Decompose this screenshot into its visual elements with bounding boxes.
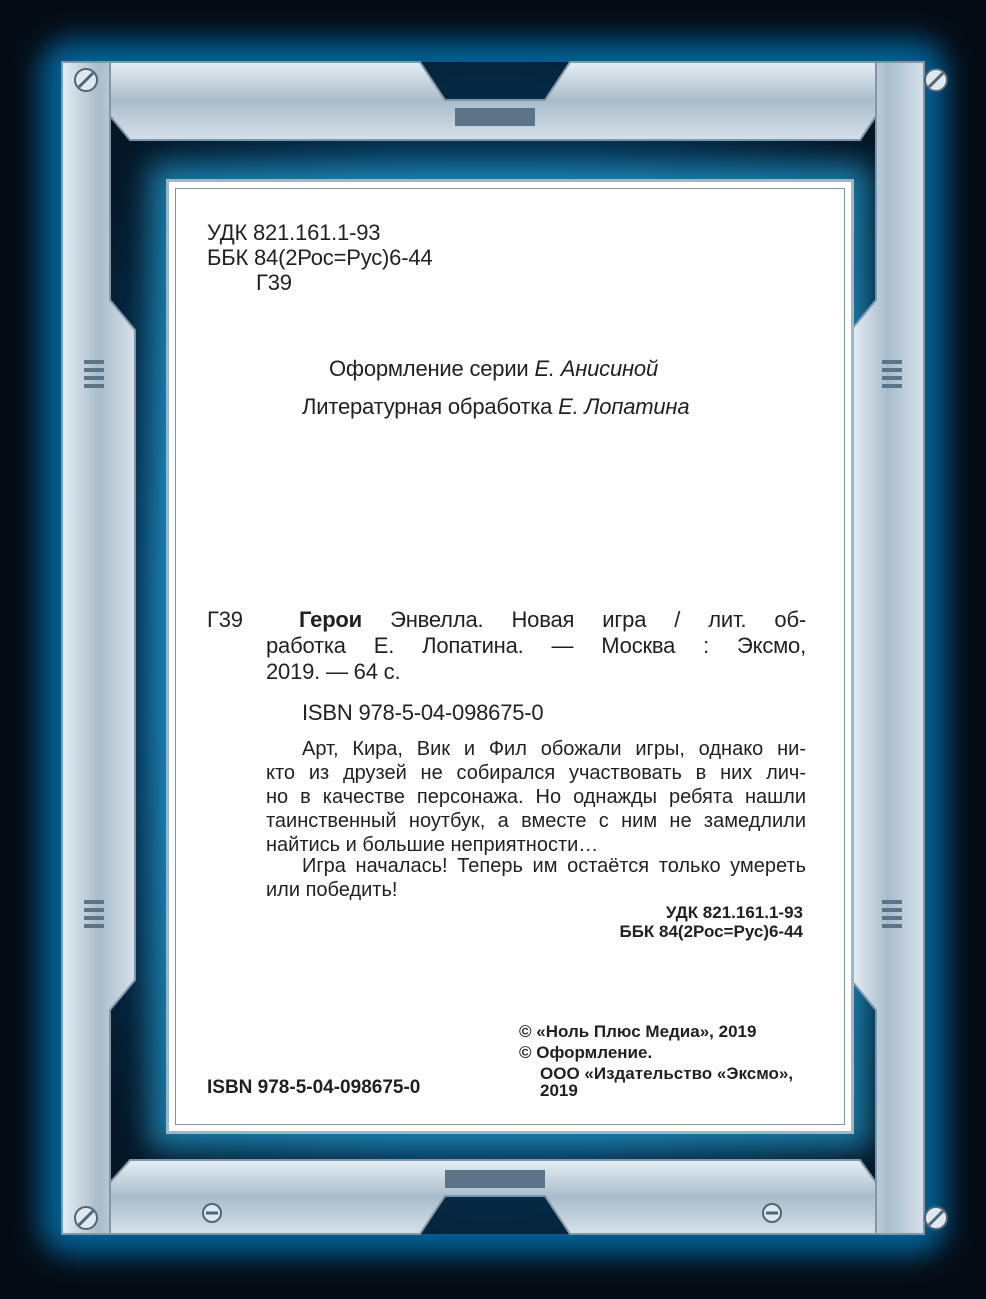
bbk-code: ББК 84(2Рос=Рус)6-44 xyxy=(207,245,433,270)
abstract-line: или победить! xyxy=(266,879,398,901)
record-line-3: 2019. — 64 с. xyxy=(266,659,401,684)
copyright-line: © Оформление. xyxy=(519,1043,653,1062)
copyright-line: 2019 xyxy=(540,1081,578,1100)
bbk-code-bold: ББК 84(2Рос=Рус)6-44 xyxy=(619,922,803,941)
series-design-credit xyxy=(329,356,658,382)
bottom-vent xyxy=(445,1170,545,1188)
imprint-page xyxy=(166,179,854,1134)
copyright-line: © «Ноль Плюс Медиа», 2019 xyxy=(519,1022,757,1041)
series-design-label: Оформление серии xyxy=(329,356,529,381)
copyright-line: ООО «Издательство «Эксмо», xyxy=(540,1064,794,1083)
record-sign: Г39 xyxy=(207,607,243,632)
top-vent xyxy=(455,108,535,126)
abstract-line: Арт, Кира, Вик и Фил обожали игры, однако ни- xyxy=(302,738,806,760)
record-line-1 xyxy=(299,607,806,633)
abstract-line: кто из друзей не собирался участвовать в них лич- xyxy=(266,762,806,784)
series-design-name: Е. Анисиной xyxy=(534,356,658,381)
abstract-line: Игра началась! Теперь им остаётся только умереть xyxy=(302,855,806,877)
author-sign: Г39 xyxy=(256,270,292,295)
udk-code-bold: УДК 821.161.1-93 xyxy=(665,903,803,922)
udk-code: УДК 821.161.1-93 xyxy=(207,220,381,245)
literary-name: Е. Лопатина xyxy=(558,394,690,419)
literary-label: Литературная обработка xyxy=(302,394,553,419)
book-title: Герои xyxy=(299,607,362,632)
record-isbn: ISBN 978-5-04-098675-0 xyxy=(302,700,544,725)
record-line-1-rest: Энвелла. Новая игра / лит. об- xyxy=(390,607,806,632)
abstract-line: таинственный ноутбук, а вместе с ним не замедлили xyxy=(266,810,806,832)
footer-isbn: ISBN 978-5-04-098675-0 xyxy=(207,1077,421,1098)
abstract-line: но в качестве персонажа. Но однажды ребята нашли xyxy=(266,786,806,808)
record-line-2: работка Е. Лопатина. — Москва : Эксмо, xyxy=(266,633,806,658)
abstract-line: найтись и большие неприятности… xyxy=(266,834,599,856)
literary-credit xyxy=(302,394,689,420)
